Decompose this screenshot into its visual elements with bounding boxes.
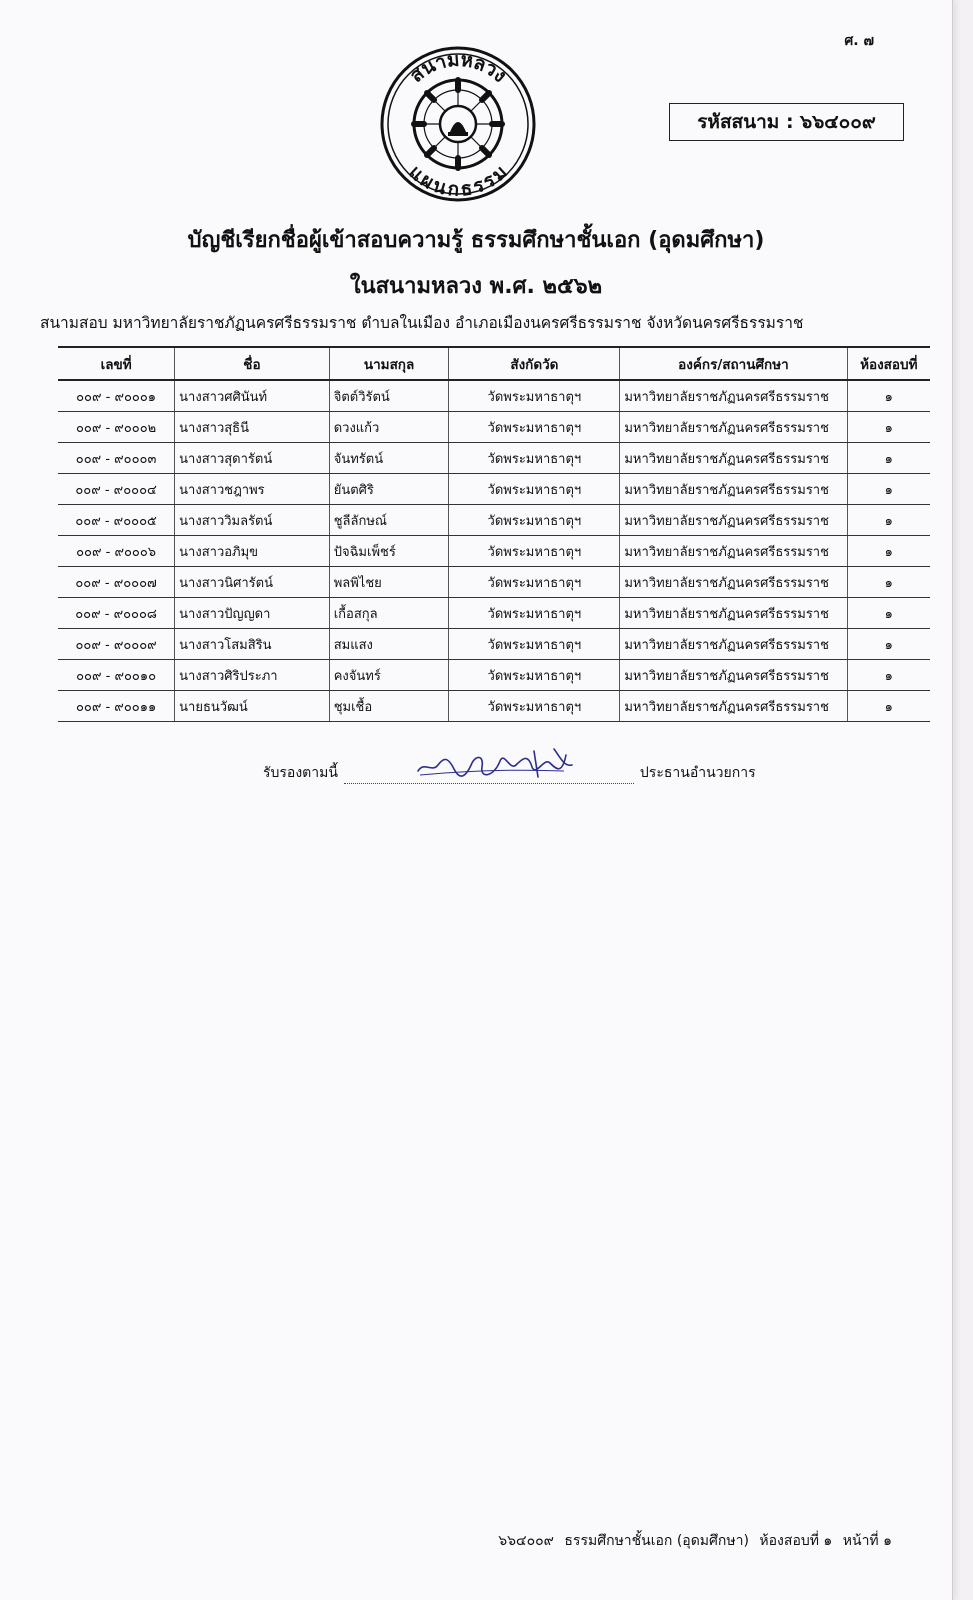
- cell-name: นางสาวโสมสิริน: [175, 629, 330, 660]
- cell-temple: วัดพระมหาธาตุฯ: [449, 380, 620, 412]
- cell-number: ๐๐๙ - ๙๐๐๐๗: [58, 567, 175, 598]
- cell-room: ๑: [847, 474, 930, 505]
- cell-temple: วัดพระมหาธาตุฯ: [449, 474, 620, 505]
- header-temple: สังกัดวัด: [449, 347, 620, 380]
- table-row: [58, 412, 930, 443]
- field-code-box: [669, 103, 904, 141]
- table-row: [58, 505, 930, 536]
- cell-name: นายธนวัฒน์: [175, 691, 330, 722]
- cell-organization: มหาวิทยาลัยราชภัฏนครศรีธรรมราช: [620, 536, 847, 567]
- cell-name: นางสาววิมลรัตน์: [175, 505, 330, 536]
- table-header-row: [58, 347, 930, 380]
- cell-surname: ยันตศิริ: [329, 474, 449, 505]
- cell-temple: วัดพระมหาธาตุฯ: [449, 443, 620, 474]
- cell-number: ๐๐๙ - ๙๐๐๐๙: [58, 629, 175, 660]
- table-row: [58, 598, 930, 629]
- table-row: [58, 380, 930, 412]
- table-row: [58, 691, 930, 722]
- cell-room: ๑: [847, 660, 930, 691]
- cell-name: นางสาวศิริประภา: [175, 660, 330, 691]
- cell-room: ๑: [847, 536, 930, 567]
- field-code-text: รหัสสนาม : ๖๖๔๐๐๙: [697, 111, 876, 133]
- sanam-luang-seal-logo: [378, 44, 538, 204]
- cell-surname: ชุมเชื้อ: [329, 691, 449, 722]
- cell-surname: เกื้อสกุล: [329, 598, 449, 629]
- header-organization: องค์กร/สถานศึกษา: [620, 347, 847, 380]
- cell-number: ๐๐๙ - ๙๐๐๐๖: [58, 536, 175, 567]
- cell-room: ๑: [847, 629, 930, 660]
- form-code: ศ. ๗: [844, 33, 874, 49]
- cell-organization: มหาวิทยาลัยราชภัฏนครศรีธรรมราช: [620, 629, 847, 660]
- cell-organization: มหาวิทยาลัยราชภัฏนครศรีธรรมราช: [620, 691, 847, 722]
- cell-surname: พลพิไชย: [329, 567, 449, 598]
- table-row: [58, 660, 930, 691]
- cell-name: นางสาวสุธินี: [175, 412, 330, 443]
- header-number: เลขที่: [58, 347, 175, 380]
- page-footer: [492, 1530, 892, 1552]
- page-subtitle: ในสนามหลวง พ.ศ. ๒๕๖๒: [349, 274, 603, 299]
- cell-organization: มหาวิทยาลัยราชภัฏนครศรีธรรมราช: [620, 474, 847, 505]
- cell-temple: วัดพระมหาธาตุฯ: [449, 412, 620, 443]
- cell-room: ๑: [847, 443, 930, 474]
- cell-organization: มหาวิทยาลัยราชภัฏนครศรีธรรมราช: [620, 505, 847, 536]
- table-row: [58, 629, 930, 660]
- cell-name: นางสาวปัญญดา: [175, 598, 330, 629]
- cell-temple: วัดพระมหาธาตุฯ: [449, 536, 620, 567]
- cell-room: ๑: [847, 691, 930, 722]
- cell-number: ๐๐๙ - ๙๐๐๑๑: [58, 691, 175, 722]
- candidate-table: [58, 346, 930, 722]
- footer-room: ห้องสอบที่ ๑: [759, 1533, 833, 1549]
- cell-number: ๐๐๙ - ๙๐๐๐๓: [58, 443, 175, 474]
- cell-organization: มหาวิทยาลัยราชภัฏนครศรีธรรมราช: [620, 380, 847, 412]
- seal-bottom-text: แผนกธรรม: [404, 161, 512, 201]
- cell-number: ๐๐๙ - ๙๐๐๑๐: [58, 660, 175, 691]
- header-surname: นามสกุล: [329, 347, 449, 380]
- footer-page: หน้าที่ ๑: [842, 1533, 892, 1549]
- footer-level: ธรรมศึกษาชั้นเอก (อุดมศึกษา): [564, 1533, 749, 1549]
- cell-temple: วัดพระมหาธาตุฯ: [449, 598, 620, 629]
- cell-organization: มหาวิทยาลัยราชภัฏนครศรีธรรมราช: [620, 567, 847, 598]
- cell-room: ๑: [847, 412, 930, 443]
- cell-room: ๑: [847, 505, 930, 536]
- cell-organization: มหาวิทยาลัยราชภัฏนครศรีธรรมราช: [620, 443, 847, 474]
- cell-surname: ดวงแก้ว: [329, 412, 449, 443]
- cell-surname: จิตต์วิรัตน์: [329, 380, 449, 412]
- cell-name: นางสาวอภิมุข: [175, 536, 330, 567]
- venue-line: สนามสอบ มหาวิทยาลัยราชภัฏนครศรีธรรมราช ตำบลในเมือง อำเภอเมืองนครศรีธรรมราช จังหวัดนครศรีธรรมราช: [40, 314, 804, 332]
- certify-label: รับรองตามนี้: [263, 765, 338, 781]
- cell-surname: คงจันทร์: [329, 660, 449, 691]
- cell-number: ๐๐๙ - ๙๐๐๐๒: [58, 412, 175, 443]
- cell-organization: มหาวิทยาลัยราชภัฏนครศรีธรรมราช: [620, 412, 847, 443]
- cell-temple: วัดพระมหาธาตุฯ: [449, 567, 620, 598]
- cell-number: ๐๐๙ - ๙๐๐๐๔: [58, 474, 175, 505]
- cell-temple: วัดพระมหาธาตุฯ: [449, 505, 620, 536]
- cell-number: ๐๐๙ - ๙๐๐๐๑: [58, 380, 175, 412]
- cell-temple: วัดพระมหาธาตุฯ: [449, 691, 620, 722]
- cell-name: นางสาวศศินันท์: [175, 380, 330, 412]
- table-row: [58, 567, 930, 598]
- header-name: ชื่อ: [175, 347, 330, 380]
- cell-surname: ชูลีลักษณ์: [329, 505, 449, 536]
- table-row: [58, 474, 930, 505]
- cell-name: นางสาวสุดารัตน์: [175, 443, 330, 474]
- cell-surname: จันทรัตน์: [329, 443, 449, 474]
- cell-surname: สมแสง: [329, 629, 449, 660]
- table-row: [58, 536, 930, 567]
- table-row: [58, 443, 930, 474]
- signature-line: [344, 767, 634, 784]
- cell-room: ๑: [847, 567, 930, 598]
- cell-organization: มหาวิทยาลัยราชภัฏนครศรีธรรมราช: [620, 598, 847, 629]
- cell-number: ๐๐๙ - ๙๐๐๐๕: [58, 505, 175, 536]
- cell-room: ๑: [847, 598, 930, 629]
- page-title: บัญชีเรียกชื่อผู้เข้าสอบความรู้ ธรรมศึกษาชั้นเอก (อุดมศึกษา): [187, 228, 765, 253]
- certification-line: [263, 762, 756, 784]
- cell-surname: ปัจฉิมเพ็ชร์: [329, 536, 449, 567]
- handwritten-signature: [414, 747, 584, 781]
- cell-organization: มหาวิทยาลัยราชภัฏนครศรีธรรมราช: [620, 660, 847, 691]
- cell-name: นางสาวนิศารัตน์: [175, 567, 330, 598]
- cell-room: ๑: [847, 380, 930, 412]
- footer-code: ๖๖๔๐๐๙: [498, 1533, 554, 1549]
- header-room: ห้องสอบที่: [847, 347, 930, 380]
- certify-role: ประธานอำนวยการ: [639, 765, 756, 781]
- cell-temple: วัดพระมหาธาตุฯ: [449, 660, 620, 691]
- seal-top-text: สนามหลวง: [405, 48, 511, 87]
- cell-name: นางสาวชฎาพร: [175, 474, 330, 505]
- cell-number: ๐๐๙ - ๙๐๐๐๘: [58, 598, 175, 629]
- cell-temple: วัดพระมหาธาตุฯ: [449, 629, 620, 660]
